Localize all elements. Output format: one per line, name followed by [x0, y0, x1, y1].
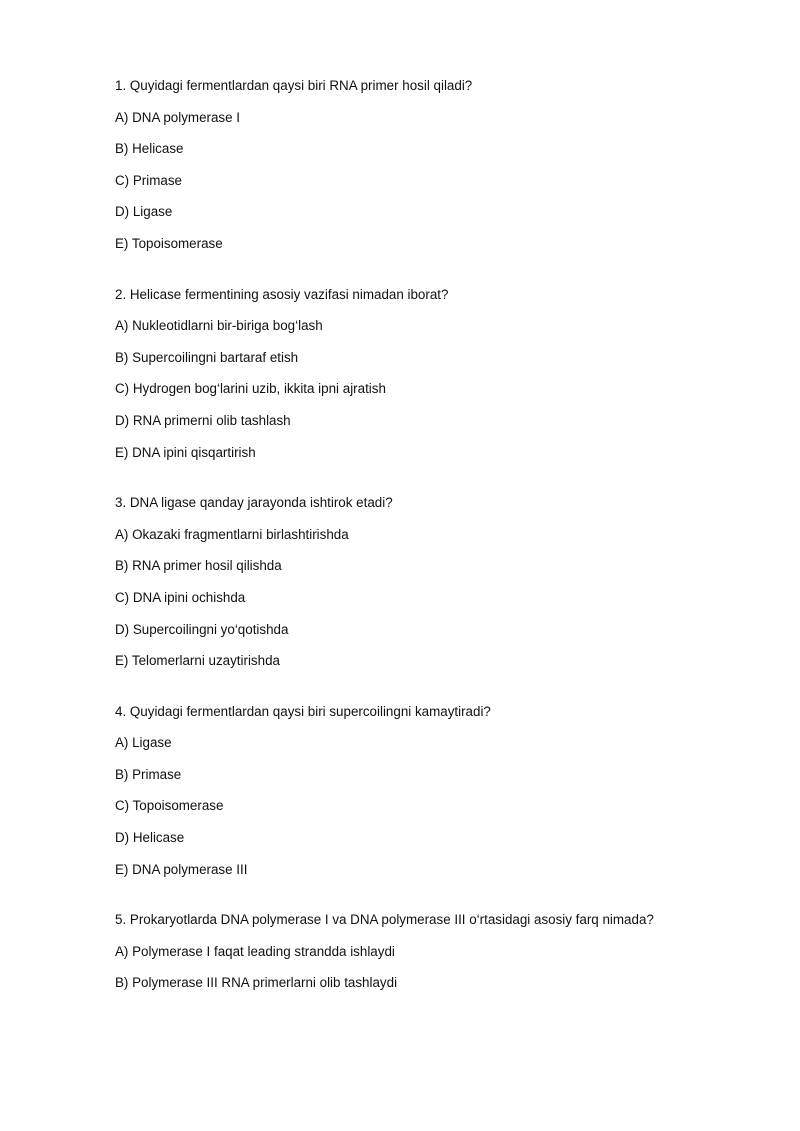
answer-option-a: A) DNA polymerase I: [115, 109, 241, 125]
question-text: 2. Helicase fermentining asosiy vazifasi nimadan iborat?: [115, 286, 449, 302]
answer-option-d: D) RNA primerni olib tashlash: [115, 412, 291, 428]
answer-option-a: A) Polymerase I faqat leading strandda ishlaydi: [115, 943, 395, 959]
answer-option-e: E) Topoisomerase: [115, 235, 223, 251]
answer-option-a: A) Nukleotidlarni bir-biriga bog‘lash: [115, 318, 323, 334]
answer-option-c: C) Primase: [115, 172, 182, 188]
answer-option-a: A) Ligase: [115, 735, 172, 751]
answer-option-c: C) Topoisomerase: [115, 798, 224, 814]
question-4: [115, 702, 755, 879]
question-1: [115, 76, 755, 253]
answer-option-e: E) Telomerlarni uzaytirishda: [115, 653, 280, 669]
question-2: [115, 285, 755, 462]
answer-option-b: B) Polymerase III RNA primerlarni olib tashlaydi: [115, 975, 398, 991]
answer-option-d: D) Ligase: [115, 204, 173, 220]
answer-option-c: C) DNA ipini ochishda: [115, 589, 246, 605]
answer-option-e: E) DNA polymerase III: [115, 861, 248, 877]
question-3: [115, 493, 755, 670]
question-text: 1. Quyidagi fermentlardan qaysi biri RNA primer hosil qiladi?: [115, 78, 473, 93]
answer-option-d: D) Supercoilingni yo‘qotishda: [115, 621, 289, 637]
answer-option-e: E) DNA ipini qisqartirish: [115, 444, 256, 460]
answer-option-b: B) Primase: [115, 766, 182, 782]
answer-option-b: B) Helicase: [115, 141, 184, 157]
answer-option-b: B) Supercoilingni bartaraf etish: [115, 349, 299, 365]
answer-option-b: B) RNA primer hosil qilishda: [115, 558, 282, 574]
answer-option-a: A) Okazaki fragmentlarni birlashtirishda: [115, 526, 349, 542]
question-text: 4. Quyidagi fermentlardan qaysi biri supercoilingni kamaytiradi?: [115, 703, 491, 719]
question-text: 3. DNA ligase qanday jarayonda ishtirok etadi?: [115, 495, 393, 511]
question-5: [115, 910, 755, 992]
answer-option-d: D) Helicase: [115, 830, 185, 846]
question-text: 5. Prokaryotlarda DNA polymerase I va DNA polymerase III o‘rtasidagi asosiy farq nimada?: [115, 912, 654, 928]
answer-option-c: C) Hydrogen bog‘larini uzib, ikkita ipni ajratish: [115, 381, 386, 397]
document-page: [115, 76, 755, 1005]
